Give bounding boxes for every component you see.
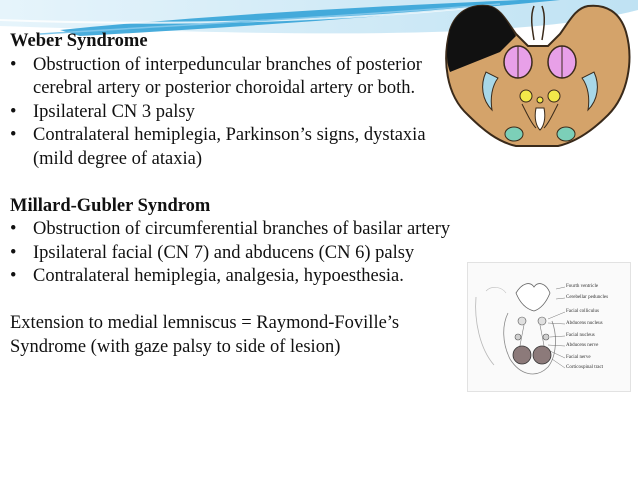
weber-bullet-1: • Obstruction of interpeduncular branches of posterior cerebral artery or posterior choroidal artery or both. [10, 54, 465, 101]
millard-list [10, 218, 465, 289]
pons-drawing [468, 263, 630, 391]
millard-bullet-2: • Ipsilateral facial (CN 7) and abducens (CN 6) palsy [10, 242, 465, 266]
label-facial-nucleus: Facial nucleus [566, 333, 595, 338]
pons-diagram [467, 262, 631, 392]
millard-bullet-1: • Obstruction of circumferential branches of basilar artery [10, 218, 465, 242]
millard-bullet-3: • Contralateral hemiplegia, analgesia, hypoesthesia. [10, 265, 465, 289]
slide-text [10, 30, 465, 359]
label-corticospinal-tract: Corticospinal tract [566, 365, 604, 370]
midbrain-diagram [438, 0, 638, 152]
label-facial-nerve: Facial nerve [566, 355, 591, 360]
cn3-nucleus-left [520, 90, 532, 102]
label-fourth-ventricle: Fourth ventricle [566, 284, 599, 289]
cn3-nucleus-right [548, 90, 560, 102]
label-abducens-nucleus: Abducens nucleus [566, 321, 603, 326]
weber-bullet-2: • Ipsilateral CN 3 palsy [10, 101, 465, 125]
extension-text: Extension to medial lemniscus = Raymond-Foville’s Syndrome (with gaze palsy to side of lesion) [10, 313, 400, 357]
colliculus-right [557, 127, 575, 141]
label-abducens-nerve: Abducens nerve [566, 343, 599, 348]
millard-heading: Millard-Gubler Syndrom [10, 195, 211, 216]
weber-list [10, 54, 465, 172]
weber-heading: Weber Syndrome [10, 31, 148, 51]
colliculus-left [505, 127, 523, 141]
label-cerebellar-peduncles: Cerebellar peduncles [566, 295, 609, 300]
weber-bullet-3: • Contralateral hemiplegia, Parkinson’s signs, dystaxia (mild degree of ataxia) [10, 124, 465, 171]
label-facial-colliculus: Facial colliculus [566, 309, 599, 314]
